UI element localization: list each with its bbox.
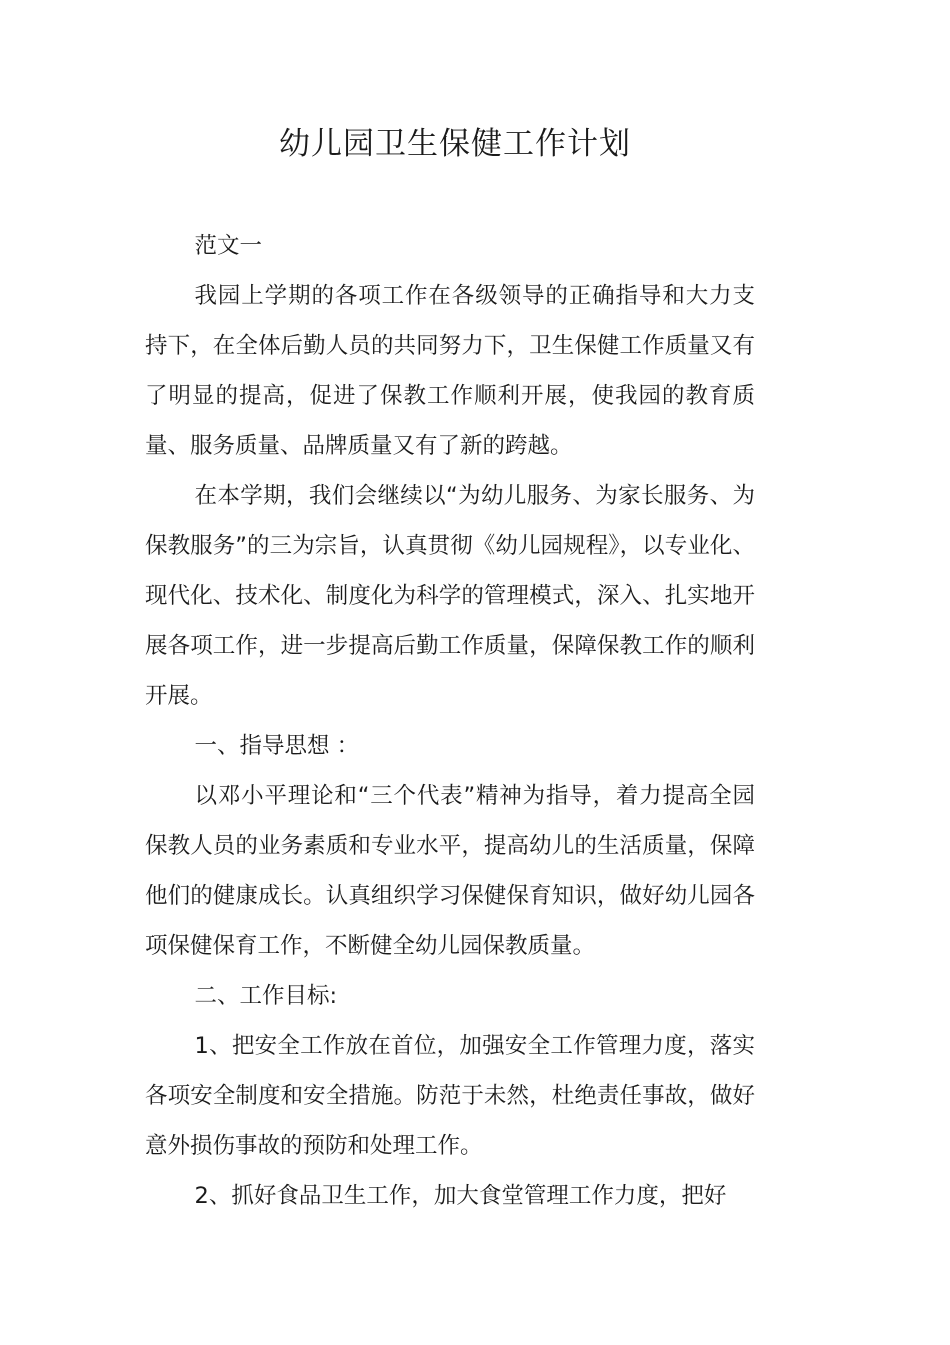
paragraph-intro: 我园上学期的各项工作在各级领导的正确指导和大力支持下，在全体后勤人员的共同努力下，卫生保健工作质量又有了明显的提高，促进了保教工作顺利开展，使我园的教育质量、服务质量、品牌质量又有了新的跨越。 bbox=[145, 283, 755, 459]
section-heading-guiding-ideology: 一、指导思想 ： bbox=[194, 733, 360, 759]
section-heading-work-goals: 二、工作目标: bbox=[194, 983, 338, 1009]
paragraph-guiding-ideology: 以邓小平理论和“三个代表”精神为指导，着力提高全园保教人员的业务素质和专业水平，提高幼儿的生活质量，保障他们的健康成长。认真组织学习保健保育知识，做好幼儿园各项保健保育工作，不断健全幼儿园保教质量。 bbox=[145, 783, 755, 959]
paragraph-goal-1: 1、把安全工作放在首位，加强安全工作管理力度，落实各项安全制度和安全措施。防范于未然，杜绝责任事故，做好意外损伤事故的预防和处理工作。 bbox=[145, 1033, 755, 1159]
paragraph-goal-2: 2、抓好食品卫生工作，加大食堂管理工作力度，把好 bbox=[194, 1183, 727, 1209]
paragraph-semester-plan: 在本学期，我们会继续以“为幼儿服务、为家长服务、为保教服务”的三为宗旨，认真贯彻《幼儿园规程》，以专业化、现代化、技术化、制度化为科学的管理模式，深入、扎实地开展各项工作，进一步提高后勤工作质量，保障保教工作的顺利开展。 bbox=[145, 483, 755, 709]
document-body bbox=[145, 221, 755, 1221]
paragraph-sample-label: 范文一 bbox=[194, 233, 263, 259]
document-title: 幼儿园卫生保健工作计划 bbox=[279, 126, 631, 162]
